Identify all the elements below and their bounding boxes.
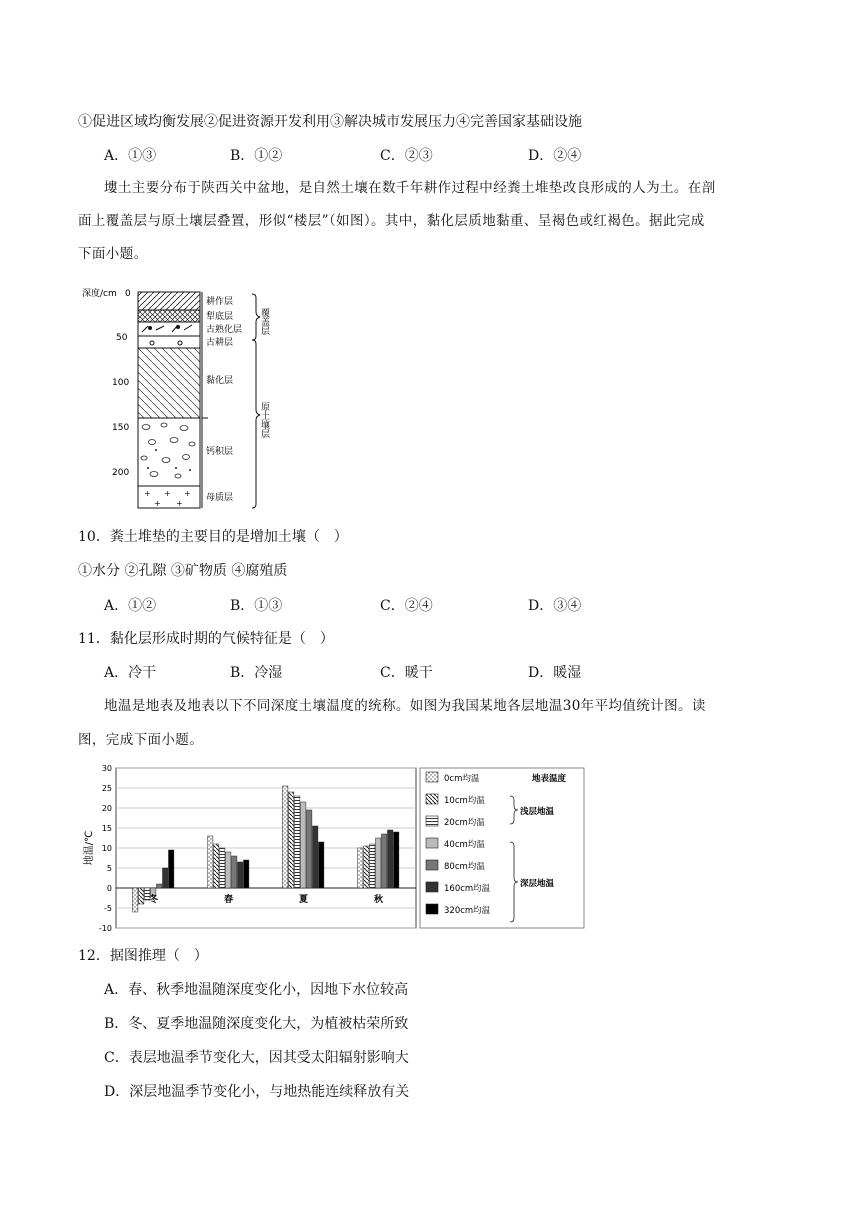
chart-category-label: 夏 [298, 895, 309, 905]
q9-option-d[interactable]: D．②④ [528, 148, 582, 164]
chart-legend-entry: 160cm均温 [444, 884, 491, 894]
depth-tick-150: 150 [112, 423, 130, 433]
chart-ytick-label: 20 [101, 804, 112, 813]
chart-bar [244, 860, 249, 888]
chart-legend-swatch [426, 860, 438, 870]
svg-text:+: + [184, 489, 191, 498]
chart-bar [133, 888, 138, 912]
chart-bar [319, 842, 324, 888]
chart-bar [208, 836, 213, 888]
q12-option-b[interactable]: B．冬、夏季地温随深度变化大，为植被枯荣所致 [104, 1016, 409, 1032]
chart-bar [157, 884, 162, 888]
depth-tick-0: 0 [125, 289, 131, 299]
q11-option-a[interactable]: A．冷干 [104, 665, 157, 681]
chart-bar [376, 838, 381, 888]
svg-text:+: + [144, 489, 151, 498]
soil-profile-figure [80, 282, 300, 512]
chart-bar [289, 792, 294, 888]
chart-bar [169, 850, 174, 888]
label-plowpan-layer: 犁底层 [206, 312, 234, 322]
passage1-line2: 面上覆盖层与原土壤层叠置，形似“楼层”（如图）。其中，黏化层质地黏重、呈褐色或红褐色。据此完成 [78, 213, 705, 229]
chart-ytick-label: 30 [101, 764, 112, 773]
q12-option-d[interactable]: D．深层地温季节变化小，与地热能连续释放有关 [104, 1084, 410, 1100]
chart-bar [313, 826, 318, 888]
chart-bar [370, 844, 375, 888]
q10-option-d[interactable]: D．③④ [528, 598, 582, 614]
q11-stem: 11．黏化层形成时期的气候特征是（ ） [78, 631, 334, 647]
q9-option-b[interactable]: B．①② [230, 148, 283, 164]
passage2-line1: 地温是地表及地表以下不同深度土壤温度的统称。如图为我国某地各层地温30年平均值统计图。读 [104, 698, 706, 714]
label-plough-layer: 耕作层 [206, 297, 234, 307]
chart-legend-entry: 80cm均温 [444, 862, 485, 872]
chart-ytick-label: 25 [101, 784, 112, 793]
q11-option-b[interactable]: B．冷湿 [230, 665, 283, 681]
label-paleo-mature-layer: 古熟化层 [206, 325, 243, 335]
q10-option-a[interactable]: A．①② [104, 598, 157, 614]
layer-paleo-mature [138, 322, 200, 336]
original-group-label: 原土壤层 [259, 402, 269, 438]
chart-bar [214, 844, 219, 888]
svg-text:+: + [154, 499, 161, 508]
chart-legend-entry: 10cm均温 [444, 796, 485, 806]
q12-stem: 12．据图推理（ ） [78, 948, 208, 964]
chart-category-label: 秋 [373, 895, 384, 905]
label-argillic-layer: 黏化层 [206, 376, 234, 386]
svg-text:+: + [164, 489, 171, 498]
layer-plowpan [138, 310, 200, 322]
layer-calcic [138, 418, 200, 486]
chart-category-label: 冬 [148, 895, 159, 905]
layer-plough [138, 292, 200, 310]
passage1-line1: 塿土主要分布于陕西关中盆地，是自然土壤在数千年耕作过程中经粪土堆垫改良形成的人为土。在剖 [104, 180, 716, 196]
q10-option-c[interactable]: C．②④ [380, 598, 433, 614]
label-calcic-layer: 钙积层 [206, 447, 234, 457]
legend-group-surface: 地表温度 [532, 774, 567, 784]
q9-statement: ①促进区域均衡发展②促进资源开发利用③解决城市发展压力④完善国家基础设施 [78, 114, 582, 130]
chart-legend-entry: 40cm均温 [444, 840, 485, 850]
chart-legend-entry: 20cm均温 [444, 818, 485, 828]
svg-text:+: + [176, 499, 183, 508]
chart-bar [301, 802, 306, 888]
depth-tick-100: 100 [112, 378, 130, 388]
passage2-line2: 图，完成下面小题。 [78, 732, 204, 748]
chart-ytick-label: 15 [101, 824, 112, 833]
chart-legend-entry: 320cm均温 [444, 906, 491, 916]
chart-bar [358, 848, 363, 888]
q10-option-b[interactable]: B．①③ [230, 598, 283, 614]
legend-brace-deep [510, 842, 518, 922]
chart-ytick-label: -5 [104, 904, 112, 913]
q12-option-a[interactable]: A．春、秋季地温随深度变化小，因地下水位较高 [104, 982, 409, 998]
layer-paleo-plough [138, 336, 200, 348]
chart-bar [139, 888, 144, 904]
cover-group-label: 覆盖层 [259, 308, 269, 335]
q9-option-a[interactable]: A．①③ [104, 148, 157, 164]
chart-bar [394, 832, 399, 888]
legend-brace-shallow [510, 796, 518, 824]
chart-bar [283, 786, 288, 888]
layer-argillic [138, 348, 200, 418]
ground-temperature-chart [80, 760, 590, 936]
chart-ytick-label: -10 [98, 924, 112, 933]
chart-ytick-label: 5 [106, 864, 112, 873]
chart-legend-swatch [426, 882, 438, 892]
q11-option-d[interactable]: D．暖湿 [528, 665, 582, 681]
chart-bar [382, 834, 387, 888]
q10-stem: 10．粪土堆垫的主要目的是增加土壤（ ） [78, 529, 348, 545]
q12-option-c[interactable]: C．表层地温季节变化大，因其受太阳辐射影响大 [104, 1050, 409, 1066]
chart-bar [388, 830, 393, 888]
legend-group-shallow: 浅层地温 [520, 807, 555, 817]
chart-bar [226, 852, 231, 888]
q10-items: ①水分 ②孔隙 ③矿物质 ④腐殖质 [78, 563, 288, 579]
chart-ytick-label: 10 [101, 844, 112, 853]
chart-bar [232, 856, 237, 888]
chart-legend-swatch [426, 904, 438, 914]
q11-option-c[interactable]: C．暖干 [380, 665, 433, 681]
depth-axis-label: 深度/cm [82, 289, 117, 299]
chart-ylabel: 地温/℃ [84, 830, 95, 866]
label-parent-layer: 母质层 [206, 493, 234, 503]
passage1-line3: 下面小题。 [78, 246, 148, 262]
chart-bar [307, 810, 312, 888]
chart-legend-swatch [426, 772, 438, 782]
chart-bar [364, 846, 369, 888]
chart-bar [238, 862, 243, 888]
depth-tick-50: 50 [116, 333, 128, 343]
label-paleo-plough-layer: 古耕层 [206, 338, 234, 348]
chart-bar [220, 848, 225, 888]
legend-group-deep: 深层地温 [520, 879, 555, 889]
chart-legend-entry: 0cm均温 [444, 774, 480, 784]
chart-legend-swatch [426, 816, 438, 826]
chart-bar [163, 868, 168, 888]
chart-ytick-label: 0 [106, 884, 112, 893]
chart-legend-swatch [426, 838, 438, 848]
chart-category-label: 春 [223, 895, 234, 905]
q9-option-c[interactable]: C．②③ [380, 148, 433, 164]
chart-bar [295, 796, 300, 888]
chart-legend-swatch [426, 794, 438, 804]
depth-tick-200: 200 [112, 468, 130, 478]
